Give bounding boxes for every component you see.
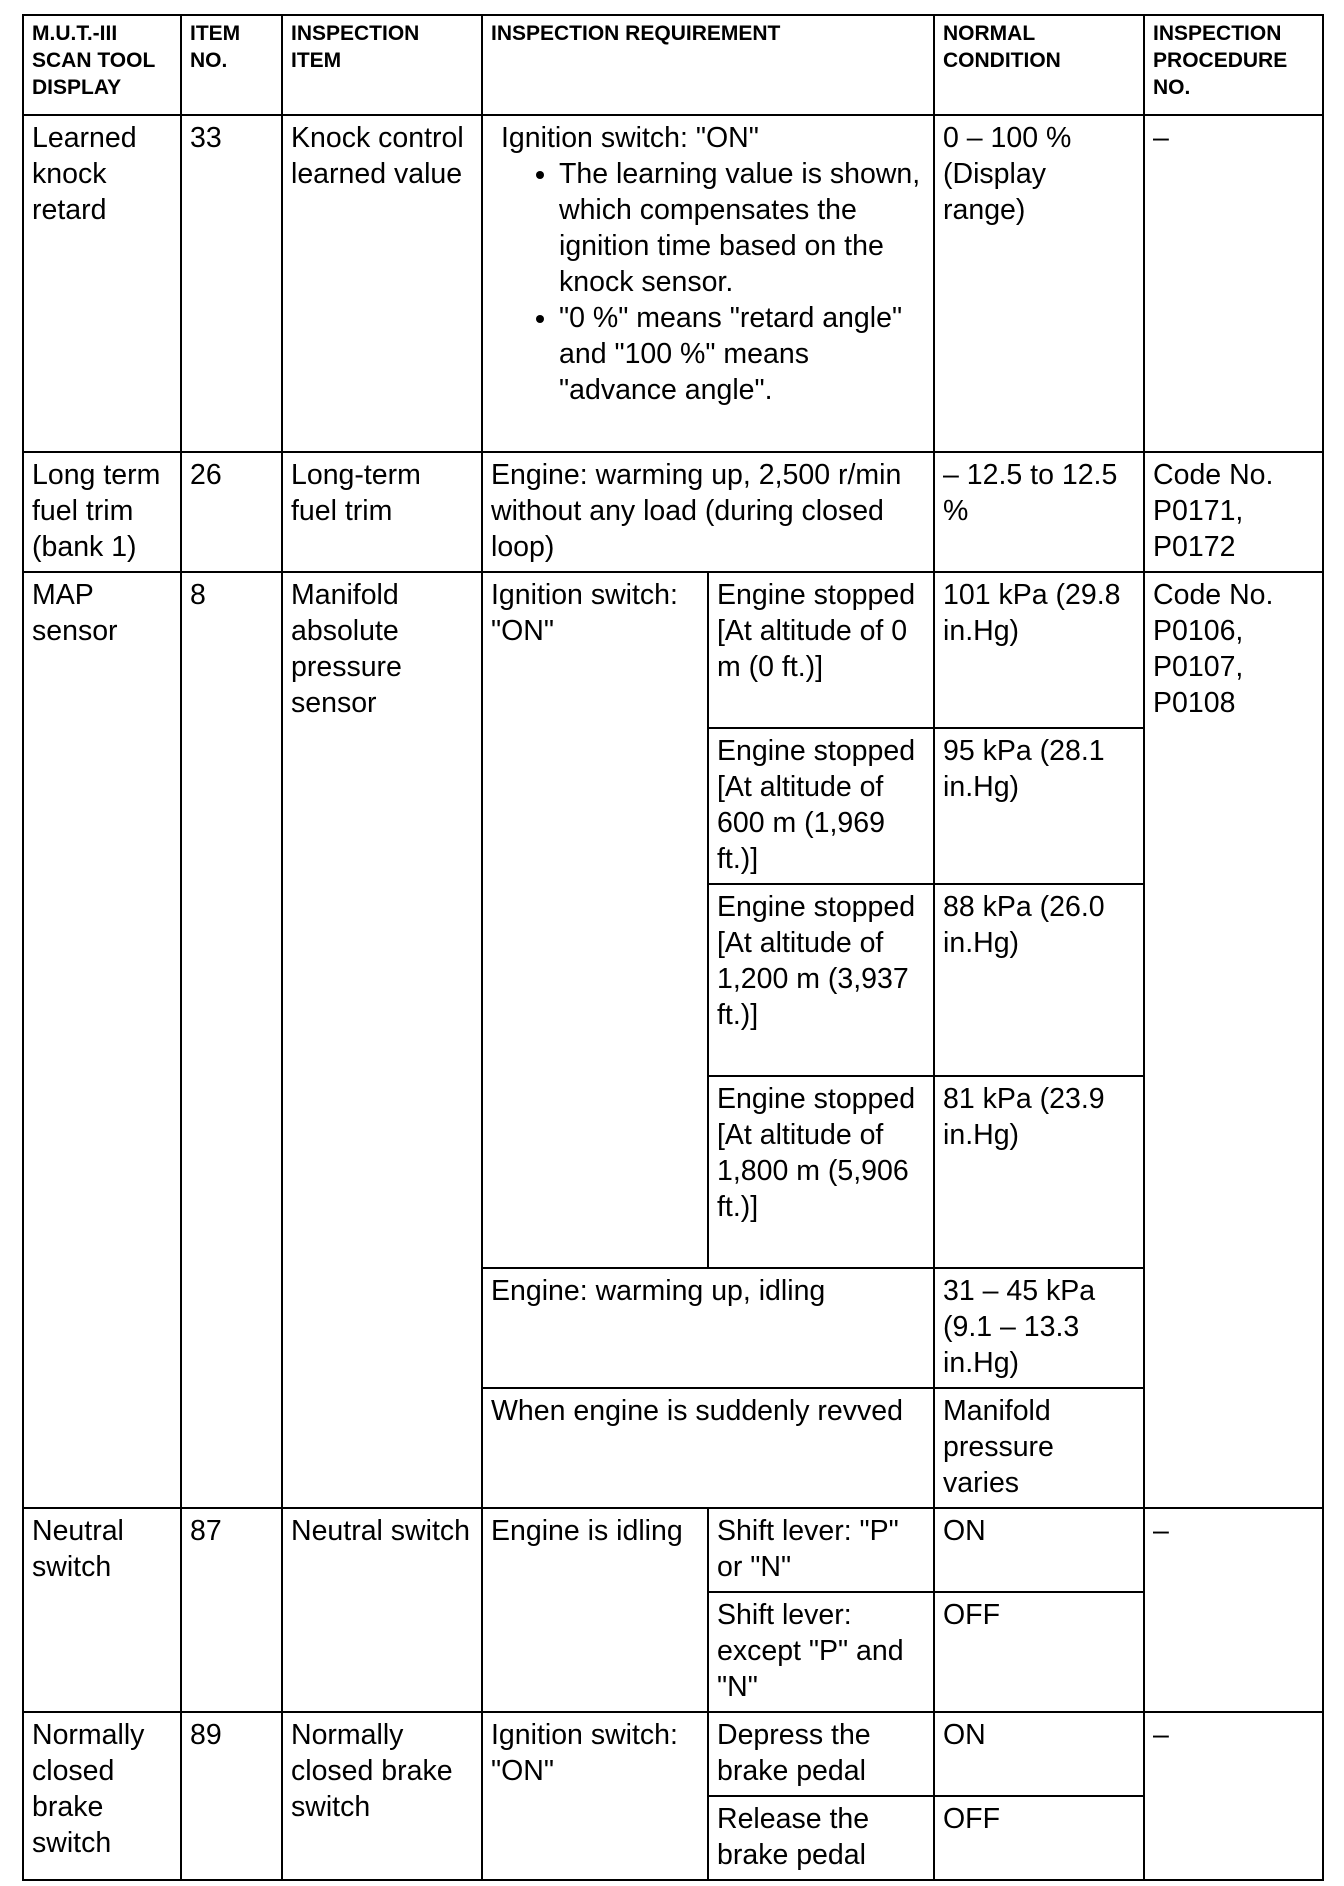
cell-normal: Manifold pressure varies [934, 1388, 1144, 1508]
cell-normal: ON [934, 1712, 1144, 1796]
header-row [23, 15, 1323, 115]
cell-normal: 31 – 45 kPa (9.1 – 13.3 in.Hg) [934, 1268, 1144, 1388]
cell-display: Normally closed brake switch [23, 1712, 181, 1880]
cell-item-no: 87 [181, 1508, 282, 1712]
cell-normal: 88 kPa (26.0 in.Hg) [934, 884, 1144, 1076]
cell-normal: – 12.5 to 12.5 % [934, 452, 1144, 572]
header-item: INSPECTION ITEM [282, 15, 482, 115]
cell-normal: 101 kPa (29.8 in.Hg) [934, 572, 1144, 728]
cell-sub-requirement: Release the brake pedal [708, 1796, 934, 1880]
cell-procedure: Code No. P0106, P0107, P0108 [1144, 572, 1323, 1508]
header-display: M.U.T.-III SCAN TOOL DISPLAY [23, 15, 181, 115]
header-procedure: INSPECTION PROCEDURE NO. [1144, 15, 1323, 115]
cell-item-no: 26 [181, 452, 282, 572]
cell-sub-requirement: Depress the brake pedal [708, 1712, 934, 1796]
requirement-bullets [491, 156, 925, 408]
cell-item: Long-term fuel trim [282, 452, 482, 572]
cell-condition: Engine is idling [482, 1508, 708, 1712]
cell-normal: 81 kPa (23.9 in.Hg) [934, 1076, 1144, 1268]
cell-display: Learned knock retard [23, 115, 181, 452]
table-row [23, 452, 1323, 572]
cell-requirement: Engine: warming up, idling [482, 1268, 934, 1388]
cell-item: Neutral switch [282, 1508, 482, 1712]
cell-procedure: – [1144, 1508, 1323, 1712]
cell-display: MAP sensor [23, 572, 181, 1508]
header-item-no: ITEM NO. [181, 15, 282, 115]
cell-item: Normally closed brake switch [282, 1712, 482, 1880]
cell-item: Manifold absolute pressure sensor [282, 572, 482, 1508]
cell-condition: Ignition switch: "ON" [482, 572, 708, 1268]
cell-procedure: – [1144, 1712, 1323, 1880]
cell-sub-requirement: Engine stopped [At altitude of 1,200 m (3,937 ft.)] [708, 884, 934, 1076]
cell-procedure: – [1144, 115, 1323, 452]
list-item: • "0 %" means "retard angle" and "100 %" means "advance angle". [559, 300, 925, 408]
table-row [23, 1712, 1323, 1796]
cell-normal: OFF [934, 1796, 1144, 1880]
cell-normal: OFF [934, 1592, 1144, 1712]
cell-procedure: Code No. P0171, P0172 [1144, 452, 1323, 572]
cell-requirement [482, 115, 934, 452]
cell-display: Neutral switch [23, 1508, 181, 1712]
table-row [23, 115, 1323, 452]
cell-sub-requirement: Shift lever: except "P" and "N" [708, 1592, 934, 1712]
cell-normal: 95 kPa (28.1 in.Hg) [934, 728, 1144, 884]
cell-item-no: 89 [181, 1712, 282, 1880]
requirement-lead: Ignition switch: "ON" [501, 122, 759, 154]
cell-sub-requirement: Engine stopped [At altitude of 1,800 m (5,906 ft.)] [708, 1076, 934, 1268]
header-requirement: INSPECTION REQUIREMENT [482, 15, 934, 115]
cell-normal: ON [934, 1508, 1144, 1592]
list-item: • The learning value is shown, which compensates the ignition time based on the knock sensor. [559, 156, 925, 300]
cell-normal: 0 – 100 % (Display range) [934, 115, 1144, 452]
table-row [23, 1508, 1323, 1592]
cell-sub-requirement: Engine stopped [At altitude of 600 m (1,969 ft.)] [708, 728, 934, 884]
cell-sub-requirement: Engine stopped [At altitude of 0 m (0 ft.)] [708, 572, 934, 728]
cell-item: Knock control learned value [282, 115, 482, 452]
cell-requirement: When engine is suddenly revved [482, 1388, 934, 1508]
cell-item-no: 8 [181, 572, 282, 1508]
cell-sub-requirement: Shift lever: "P" or "N" [708, 1508, 934, 1592]
cell-requirement: Engine: warming up, 2,500 r/min without any load (during closed loop) [482, 452, 934, 572]
table-row [23, 572, 1323, 728]
header-normal: NORMAL CONDITION [934, 15, 1144, 115]
cell-item-no: 33 [181, 115, 282, 452]
cell-display: Long term fuel trim (bank 1) [23, 452, 181, 572]
inspection-table [22, 14, 1324, 1881]
cell-condition: Ignition switch: "ON" [482, 1712, 708, 1880]
